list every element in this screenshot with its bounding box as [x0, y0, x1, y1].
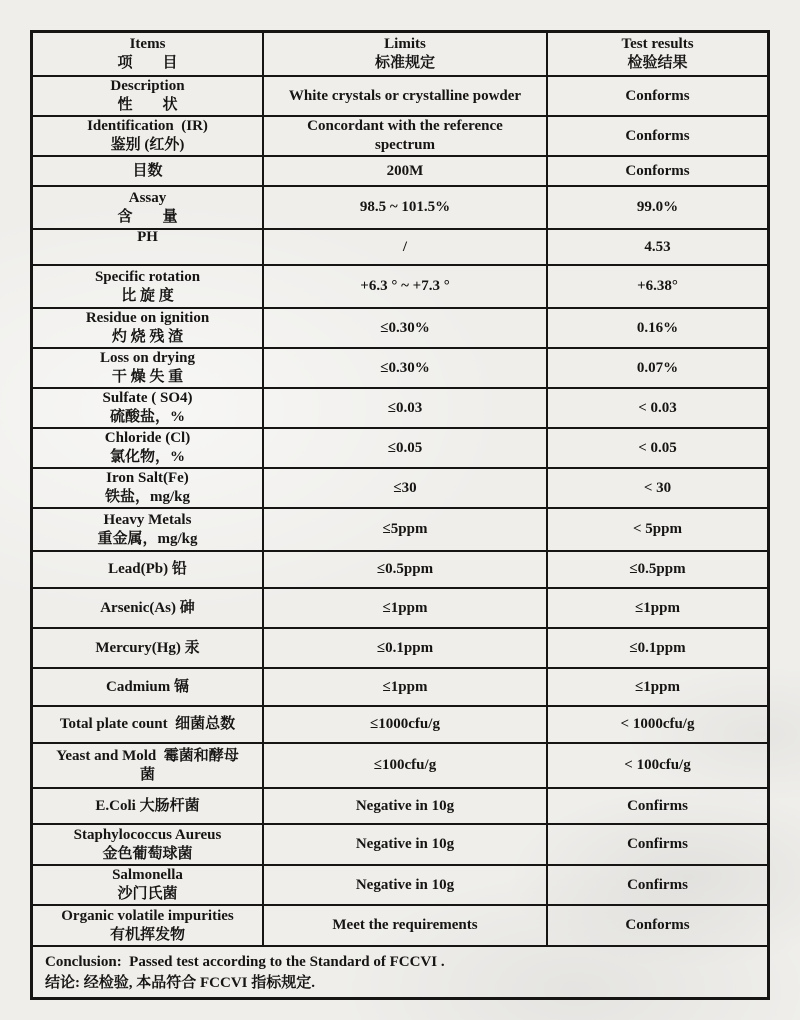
limit-value: ≤1ppm: [382, 678, 428, 695]
item-cell: [33, 266, 264, 307]
item-cell: [33, 157, 264, 185]
header-results-cell: [548, 33, 767, 75]
table-row: [33, 389, 767, 429]
item-cell: [33, 469, 264, 507]
item-name-en: Lead(Pb) 铅: [108, 561, 187, 577]
header-results-zh: 检验结果: [627, 55, 688, 71]
item-cell: [33, 906, 264, 945]
result-cell: [548, 187, 767, 228]
limit-cell: [264, 589, 548, 627]
item-name-zh: 比 旋 度: [121, 287, 174, 304]
limit-cell: [264, 669, 548, 705]
table-row: [33, 309, 767, 349]
limit-value: +6.3 ° ~ +7.3 °: [360, 278, 450, 294]
result-value: < 0.03: [638, 399, 677, 416]
limit-cell: [264, 866, 548, 904]
limit-value: /: [402, 238, 408, 255]
result-cell: [548, 707, 767, 742]
result-value: Confirms: [627, 876, 688, 893]
limit-cell: [264, 789, 548, 823]
result-cell: [548, 744, 767, 787]
item-cell: [33, 866, 264, 904]
result-cell: [548, 469, 767, 507]
result-cell: [548, 77, 767, 115]
limit-cell: [264, 157, 548, 185]
limit-value: ≤0.05: [387, 439, 423, 456]
result-value: ≤0.5ppm: [629, 561, 686, 577]
header-results-en: Test results: [621, 36, 694, 52]
limit-value: ≤30: [393, 479, 417, 496]
item-name-zh: 氯化物，%: [109, 449, 185, 465]
header-items-cell: [33, 33, 264, 75]
result-cell: [548, 789, 767, 823]
result-value: < 1000cfu/g: [620, 716, 695, 732]
item-name-en: Residue on ignition: [85, 310, 210, 326]
limit-cell: [264, 309, 548, 347]
limit-value: ≤0.03: [387, 399, 423, 416]
item-cell: [33, 825, 264, 864]
item-name-zh: 鉴别 (红外): [110, 137, 185, 153]
item-cell: [33, 552, 264, 587]
header-limits-en: Limits: [384, 36, 426, 52]
item-name-en: Staphylococcus Aureus: [73, 826, 222, 843]
conclusion-section: [33, 947, 767, 997]
item-cell: [33, 349, 264, 387]
limit-value: Negative in 10g: [355, 797, 455, 814]
table-row: [33, 509, 767, 552]
limit-cell: [264, 629, 548, 667]
result-value: 4.53: [644, 238, 671, 255]
limit-cell: [264, 552, 548, 587]
result-value: ≤0.1ppm: [629, 639, 686, 656]
item-name-en: Organic volatile impurities: [61, 907, 234, 924]
result-cell: [548, 825, 767, 864]
table-row: [33, 629, 767, 669]
result-cell: [548, 309, 767, 347]
item-name-zh: 有机挥发物: [109, 926, 185, 943]
result-value: 99.0%: [636, 199, 679, 215]
result-value: 0.16%: [636, 319, 679, 336]
item-cell: [33, 187, 264, 228]
limit-cell: [264, 906, 548, 945]
result-value: Conforms: [625, 917, 690, 933]
table-row: [33, 469, 767, 509]
result-value: +6.38°: [637, 278, 678, 294]
result-value: < 30: [643, 479, 672, 496]
limit-value: ≤5ppm: [382, 521, 428, 537]
item-name-zh: 重金属，mg/kg: [97, 530, 198, 547]
table-row: [33, 744, 767, 789]
item-name-zh: 含 量: [117, 208, 178, 225]
item-name-en: PH: [137, 230, 158, 245]
item-cell: [33, 629, 264, 667]
item-name-en: Sulfate ( SO4): [102, 390, 193, 406]
result-cell: [548, 629, 767, 667]
result-value: ≤1ppm: [635, 678, 680, 695]
table-row: [33, 77, 767, 117]
limit-value: Negative in 10g: [355, 836, 455, 852]
item-cell: [33, 509, 264, 550]
limit-value: ≤1000cfu/g: [370, 716, 440, 732]
item-name-en: Mercury(Hg) 汞: [95, 639, 200, 656]
result-cell: [548, 509, 767, 550]
limit-cell: [264, 469, 548, 507]
item-name-en: Specific rotation: [94, 268, 201, 285]
item-cell: [33, 117, 264, 155]
result-cell: [548, 906, 767, 945]
table-row: [33, 157, 767, 187]
item-name-en: E.Coli 大肠杆菌: [95, 797, 200, 814]
item-name-zh: 干 燥 失 重: [111, 369, 184, 385]
result-value: Conforms: [625, 87, 690, 104]
item-name-en: Description: [110, 78, 185, 94]
limit-value: ≤0.30%: [380, 359, 430, 376]
item-cell: [33, 77, 264, 115]
table-body: [33, 77, 767, 947]
result-value: < 0.05: [638, 439, 677, 456]
item-name-en: Salmonella: [112, 867, 183, 883]
result-cell: [548, 589, 767, 627]
table-row: [33, 230, 767, 266]
item-name-en: Iron Salt(Fe): [106, 470, 189, 486]
limit-value: White crystals or crystalline powder: [288, 87, 522, 104]
table-row: [33, 552, 767, 589]
item-name-zh: [146, 247, 150, 264]
table-row: [33, 349, 767, 389]
limit-value-line2: spectrum: [375, 137, 435, 153]
limit-cell: [264, 187, 548, 228]
item-name-en: Identification (IR): [87, 118, 208, 134]
limit-value: Negative in 10g: [355, 876, 455, 893]
limit-cell: [264, 389, 548, 427]
result-cell: [548, 669, 767, 705]
table-row: [33, 589, 767, 629]
table-row: [33, 906, 767, 947]
result-cell: [548, 552, 767, 587]
item-name-zh: 铁盐，mg/kg: [104, 489, 190, 505]
limit-value: 98.5 ~ 101.5%: [359, 199, 451, 215]
conclusion-line-en: Conclusion: Passed test according to the Standard of FCCVI .: [45, 954, 445, 970]
result-value: Conforms: [625, 127, 690, 144]
result-cell: [548, 349, 767, 387]
item-cell: [33, 707, 264, 742]
table-row: [33, 187, 767, 230]
item-cell: [33, 309, 264, 347]
header-items-zh: 项 目: [117, 55, 178, 71]
item-cell: [33, 230, 264, 264]
result-cell: [548, 866, 767, 904]
item-name-en: Assay: [128, 189, 167, 206]
limit-cell: [264, 744, 548, 787]
item-name-en: Arsenic(As) 砷: [100, 599, 195, 616]
item-cell: [33, 789, 264, 823]
item-name-zh: 菌: [139, 766, 155, 783]
limit-cell: [264, 429, 548, 467]
result-value: ≤1ppm: [635, 599, 680, 616]
item-name-en: Chloride (Cl): [104, 430, 191, 446]
result-value: < 5ppm: [633, 521, 682, 537]
table-row: [33, 669, 767, 707]
item-name-zh: 金色葡萄球菌: [102, 845, 193, 862]
header-limits-cell: [264, 33, 548, 75]
limit-value: Concordant with the reference: [307, 118, 503, 134]
limit-cell: [264, 509, 548, 550]
item-name-en: Heavy Metals: [103, 511, 192, 528]
item-cell: [33, 669, 264, 705]
item-name-zh: 硫酸盐，%: [109, 409, 185, 425]
result-value: Confirms: [627, 836, 688, 852]
table-row: [33, 117, 767, 157]
limit-cell: [264, 230, 548, 264]
limit-value: ≤0.1ppm: [376, 639, 434, 656]
limit-value: Meet the requirements: [332, 917, 478, 933]
result-value: Conforms: [625, 162, 690, 179]
result-cell: [548, 230, 767, 264]
limit-value: ≤0.5ppm: [376, 561, 434, 577]
item-name-en: Loss on drying: [99, 350, 196, 366]
coa-table: [30, 30, 770, 1000]
header-limits-zh: 标准规定: [374, 55, 435, 71]
limit-cell: [264, 117, 548, 155]
result-cell: [548, 157, 767, 185]
result-cell: [548, 117, 767, 155]
limit-cell: [264, 77, 548, 115]
limit-value: ≤100cfu/g: [373, 757, 437, 773]
limit-value: ≤0.30%: [380, 319, 430, 336]
result-value: 0.07%: [636, 359, 679, 376]
table-row: [33, 429, 767, 469]
limit-cell: [264, 349, 548, 387]
item-name-en: Cadmium 镉: [106, 678, 189, 695]
item-name-zh: 沙门氏菌: [117, 886, 178, 902]
result-value: Confirms: [627, 797, 688, 814]
table-row: [33, 866, 767, 906]
item-cell: [33, 429, 264, 467]
limit-cell: [264, 707, 548, 742]
result-value: < 100cfu/g: [624, 757, 691, 773]
item-name-zh: 灼 烧 残 渣: [111, 329, 184, 345]
limit-cell: [264, 825, 548, 864]
table-header-row: [33, 33, 767, 77]
item-cell: [33, 744, 264, 787]
result-cell: [548, 266, 767, 307]
result-cell: [548, 429, 767, 467]
table-row: [33, 825, 767, 866]
conclusion-line-zh: 结论: 经检验, 本品符合 FCCVI 指标规定.: [45, 975, 315, 991]
header-items-en: Items: [129, 36, 166, 52]
table-row: [33, 266, 767, 309]
limit-value: 200M: [386, 162, 424, 179]
result-cell: [548, 389, 767, 427]
item-name-en: Yeast and Mold 霉菌和酵母: [56, 747, 239, 764]
table-row: [33, 707, 767, 744]
item-cell: [33, 589, 264, 627]
item-name-en: 目数: [132, 162, 163, 179]
item-name-zh: 性 状: [117, 97, 178, 113]
limit-value: ≤1ppm: [382, 599, 428, 616]
table-row: [33, 789, 767, 825]
item-name-en: Total plate count 细菌总数: [59, 716, 236, 732]
item-cell: [33, 389, 264, 427]
limit-cell: [264, 266, 548, 307]
